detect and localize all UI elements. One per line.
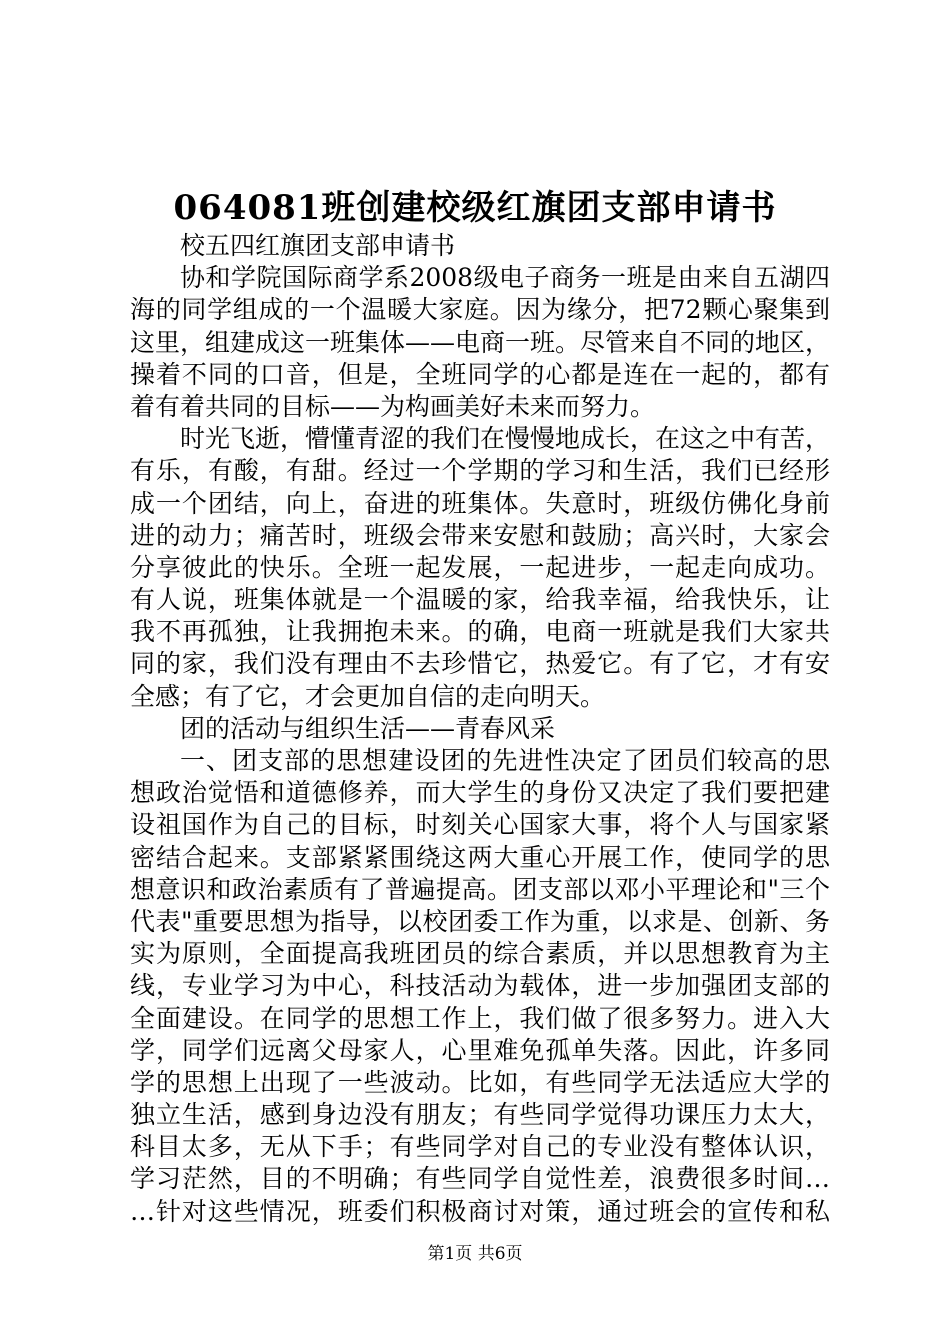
text-line: 时光飞逝，懵懂青涩的我们在慢慢地成长，在这之中有苦，	[180, 424, 830, 454]
document-title: 064081班创建校级红旗团支部申请书	[173, 188, 777, 228]
document-body	[130, 230, 830, 1228]
text-line: 团的活动与组织生活——青春风采	[180, 713, 556, 743]
text-line: 协和学院国际商学系2008级电子商务一班是由来自五湖四	[180, 263, 830, 293]
text-line: 密结合起来。支部紧紧围绕这两大重心开展工作，使同学的思	[130, 842, 830, 872]
text-line: 线，专业学习为中心，科技活动为载体，进一步加强团支部的	[130, 971, 830, 1001]
text-line: 全面建设。在同学的思想工作上，我们做了很多努力。进入大	[130, 1003, 830, 1033]
text-line: 一、团支部的思想建设团的先进性决定了团员们较高的思	[180, 746, 830, 775]
page-indicator: 第1页 共6页	[427, 1244, 523, 1264]
text-line: 想意识和政治素质有了普遍提高。团支部以邓小平理论和"三个	[130, 874, 830, 904]
text-line: 学习茫然，目的不明确；有些同学自觉性差，浪费很多时间…	[130, 1164, 830, 1194]
text-line: 操着不同的口音，但是，全班同学的心都是连在一起的，都有	[130, 359, 830, 389]
text-line: 进的动力；痛苦时，班级会带来安慰和鼓励；高兴时，大家会	[130, 520, 830, 550]
text-line: 成一个团结，向上，奋进的班集体。失意时，班级仿佛化身前	[130, 488, 830, 518]
text-line: …针对这些情况，班委们积极商讨对策，通过班会的宣传和私	[130, 1196, 830, 1226]
text-line: 同的家，我们没有理由不去珍惜它，热爱它。有了它，才有安	[130, 649, 830, 679]
text-line: 海的同学组成的一个温暖大家庭。因为缘分，把72颗心聚集到	[130, 295, 830, 325]
text-line: 想政治觉悟和道德修养，而大学生的身份又决定了我们要把建	[130, 778, 830, 808]
text-line: 学的思想上出现了一些波动。比如，有些同学无法适应大学的	[130, 1067, 830, 1097]
text-line: 这里，组建成这一班集体——电商一班。尽管来自不同的地区，	[130, 327, 830, 357]
text-line: 实为原则，全面提高我班团员的综合素质，并以思想教育为主	[130, 939, 830, 969]
text-line: 科目太多，无从下手；有些同学对自己的专业没有整体认识，	[130, 1132, 830, 1162]
text-line: 着有着共同的目标——为构画美好未来而努力。	[130, 391, 656, 421]
text-line: 有人说，班集体就是一个温暖的家，给我幸福，给我快乐，让	[130, 585, 830, 615]
text-line: 分享彼此的快乐。全班一起发展，一起进步，一起走向成功。	[130, 552, 830, 582]
text-line: 代表"重要思想为指导，以校团委工作为重，以求是、创新、务	[130, 906, 830, 936]
text-line: 我不再孤独，让我拥抱未来。的确，电商一班就是我们大家共	[130, 617, 830, 647]
text-line: 校五四红旗团支部申请书	[180, 231, 456, 260]
text-line: 有乐，有酸，有甜。经过一个学期的学习和生活，我们已经形	[130, 456, 830, 486]
text-line: 独立生活，感到身边没有朋友；有些同学觉得功课压力太大，	[130, 1100, 830, 1130]
text-line: 学，同学们远离父母家人，心里难免孤单失落。因此，许多同	[130, 1035, 830, 1065]
text-line: 全感；有了它，才会更加自信的走向明天。	[130, 681, 606, 711]
text-line: 设祖国作为自己的目标，时刻关心国家大事，将个人与国家紧	[130, 810, 830, 840]
